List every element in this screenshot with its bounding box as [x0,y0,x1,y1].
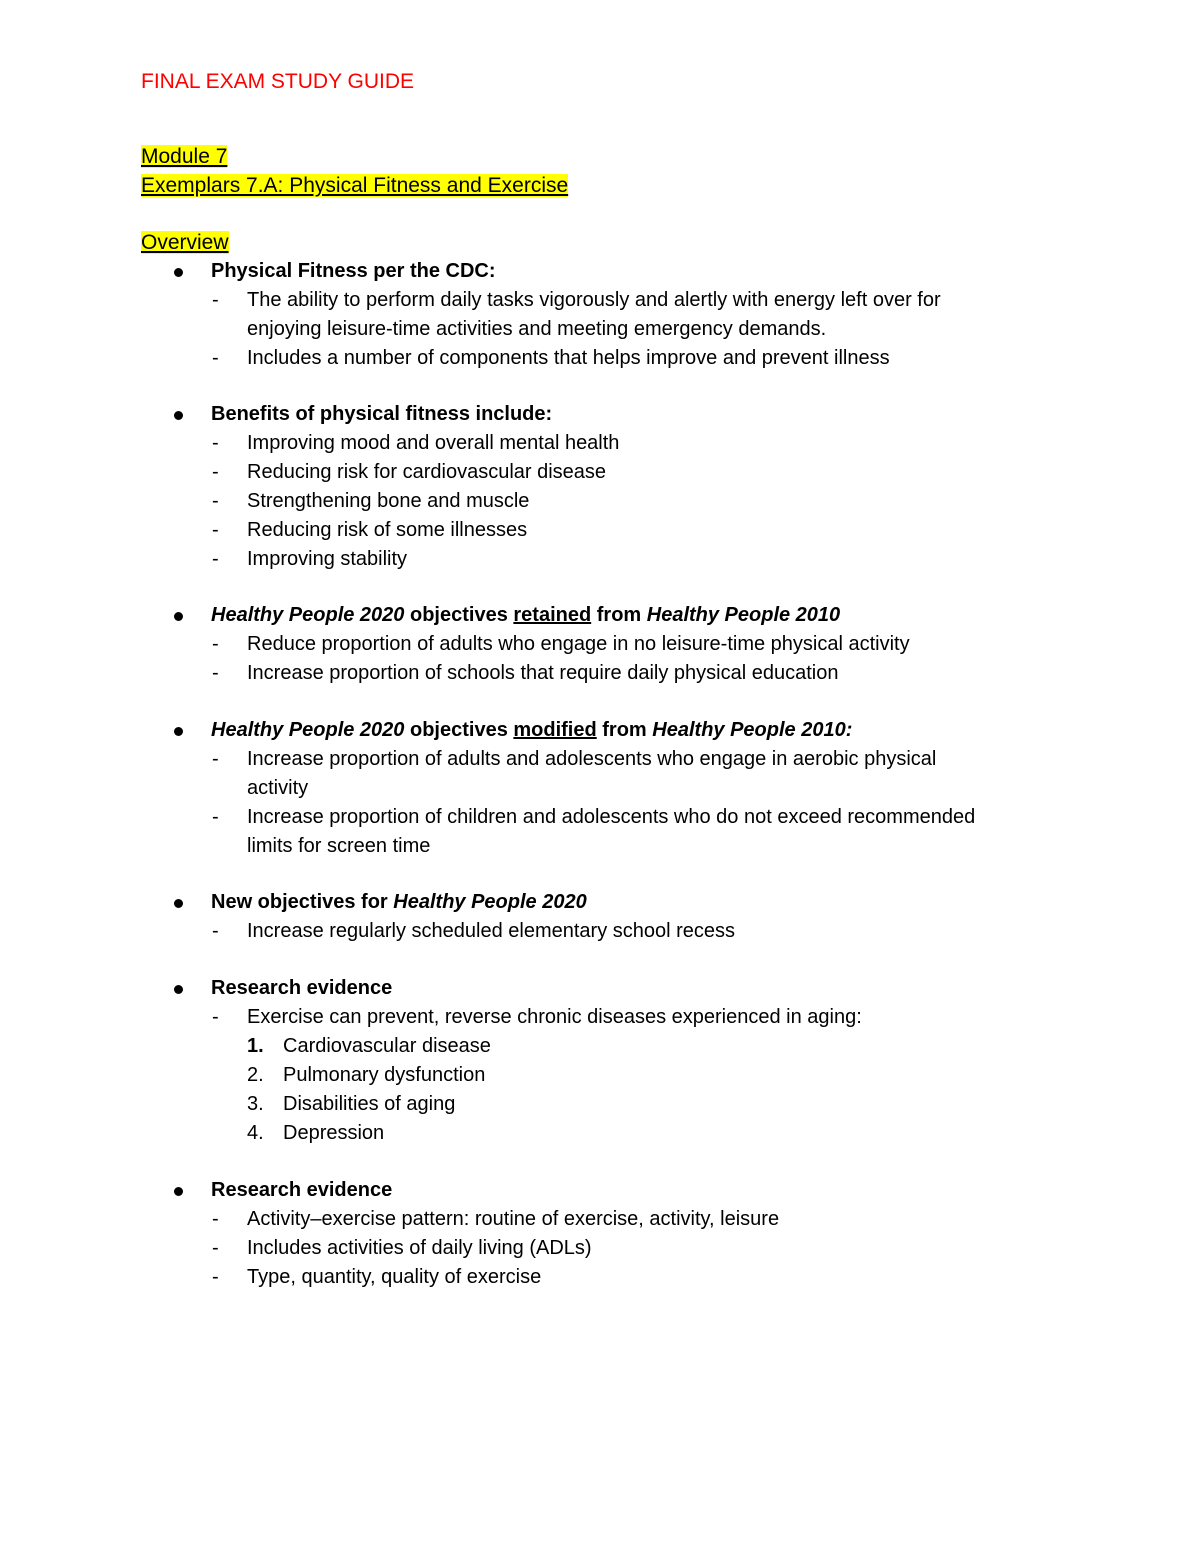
list-item-text: Strengthening bone and muscle [247,490,530,512]
list-item [141,545,1091,574]
bullet-heading: Benefits of physical fitness include: [211,403,553,425]
list-item [141,1263,1091,1292]
dash-marker: - [212,1237,219,1259]
bullet-item [141,974,1091,1003]
dash-marker: - [212,748,219,770]
dash-marker: - [212,806,219,828]
list-item-text: Includes activities of daily living (ADLs) [247,1237,592,1259]
list-item-continuation [141,774,1091,803]
list-item-text: Type, quantity, quality of exercise [247,1266,542,1288]
section-research-evidence-1 [141,974,1091,1148]
objectives-word: objectives [404,604,514,626]
number-marker: 3. [247,1093,264,1115]
numbered-item [141,1090,1091,1119]
list-item [141,917,1091,946]
dash-marker: - [212,347,219,369]
section-research-evidence-2 [141,1176,1091,1292]
bullet-heading [211,601,840,630]
document-title: FINAL EXAM STUDY GUIDE [141,70,415,93]
list-item-text: Activity–exercise pattern: routine of exercise, activity, leisure [247,1208,780,1230]
numbered-item [141,1061,1091,1090]
dash-marker: - [212,920,219,942]
exemplar-label: Exemplars 7.A: Physical Fitness and Exercise [141,174,569,197]
from-word: from [591,604,647,626]
list-item [141,344,1091,373]
list-item-continuation [141,832,1091,861]
bullet-heading [211,888,587,917]
list-item-text: Includes a number of components that helps improve and prevent illness [247,347,890,369]
list-item [141,458,1091,487]
bullet-heading [211,716,852,745]
numbered-item-text: Pulmonary dysfunction [283,1064,486,1086]
hp2020-label: Healthy People 2020 [393,891,587,913]
list-item [141,745,1091,774]
overview-label: Overview [141,231,229,254]
list-item-text: Improving stability [247,548,408,570]
hp2010-label: Healthy People 2010: [652,719,853,741]
bullet-item [141,257,1091,286]
bullet-icon [174,985,183,994]
hp2020-label: Healthy People 2020 [211,719,405,741]
bullet-heading: Research evidence [211,977,393,999]
list-item-text: The ability to perform daily tasks vigorously and alertly with energy left over for [247,289,941,311]
list-item [141,803,1091,832]
list-item [141,1205,1091,1234]
module-heading [141,142,227,171]
numbered-item-text: Cardiovascular disease [283,1035,491,1057]
number-marker: 1. [247,1035,264,1057]
section-retained-objectives [141,601,1091,688]
dash-marker: - [212,1208,219,1230]
hp2010-label: Healthy People 2010 [646,604,841,626]
bullet-icon [174,268,183,277]
list-item [141,516,1091,545]
section-benefits [141,400,1091,574]
numbered-item-text: Depression [283,1122,385,1144]
dash-marker: - [212,633,219,655]
dash-marker: - [212,289,219,311]
dash-marker: - [212,548,219,570]
bullet-item [141,601,1091,630]
bullet-icon [174,612,183,621]
module-label: Module 7 [141,145,228,168]
list-item-text: limits for screen time [247,835,431,857]
list-item-continuation [141,315,1091,344]
list-item-text: Reduce proportion of adults who engage in no leisure-time physical activity [247,633,910,655]
dash-marker: - [212,1266,219,1288]
bullet-item [141,716,1091,745]
list-item-text: Reducing risk of some illnesses [247,519,528,541]
dash-marker: - [212,432,219,454]
list-item [141,659,1091,688]
list-item-text: Increase proportion of adults and adolescents who engage in aerobic physical [247,748,937,770]
bullet-icon [174,411,183,420]
list-item-text: Exercise can prevent, reverse chronic diseases experienced in aging: [247,1006,862,1028]
numbered-item-text: Disabilities of aging [283,1093,456,1115]
list-item-text: Increase proportion of schools that require daily physical education [247,662,839,684]
bullet-icon [174,899,183,908]
section-modified-objectives [141,716,1091,861]
dash-marker: - [212,519,219,541]
bullet-heading: Physical Fitness per the CDC: [211,260,496,282]
overview-heading [141,228,229,257]
dash-marker: - [212,461,219,483]
number-marker: 4. [247,1122,264,1144]
hp2020-label: Healthy People 2020 [211,604,405,626]
list-item-text: enjoying leisure-time activities and meeting emergency demands. [247,318,827,340]
modified-keyword: modified [513,719,597,741]
numbered-item [141,1119,1091,1148]
list-item [141,286,1091,315]
dash-marker: - [212,1006,219,1028]
dash-marker: - [212,662,219,684]
number-marker: 2. [247,1064,264,1086]
bullet-icon [174,727,183,736]
retained-keyword: retained [513,604,592,626]
list-item-text: activity [247,777,309,799]
list-item [141,429,1091,458]
list-item [141,630,1091,659]
bullet-item [141,400,1091,429]
bullet-item [141,888,1091,917]
section-physical-fitness [141,257,1091,373]
list-item-text: Improving mood and overall mental health [247,432,620,454]
list-item-text: Reducing risk for cardiovascular disease [247,461,607,483]
bullet-item [141,1176,1091,1205]
list-item [141,1234,1091,1263]
section-new-objectives [141,888,1091,946]
list-item-text: Increase regularly scheduled elementary school recess [247,920,736,942]
list-item [141,487,1091,516]
numbered-item [141,1032,1091,1061]
objectives-word: objectives [404,719,514,741]
exemplar-heading [141,171,568,200]
new-objectives-prefix: New objectives for [211,891,394,913]
list-item-text: Increase proportion of children and adolescents who do not exceed recommended [247,806,976,828]
list-item [141,1003,1091,1032]
from-word: from [596,719,653,741]
bullet-heading: Research evidence [211,1179,393,1201]
bullet-icon [174,1187,183,1196]
dash-marker: - [212,490,219,512]
